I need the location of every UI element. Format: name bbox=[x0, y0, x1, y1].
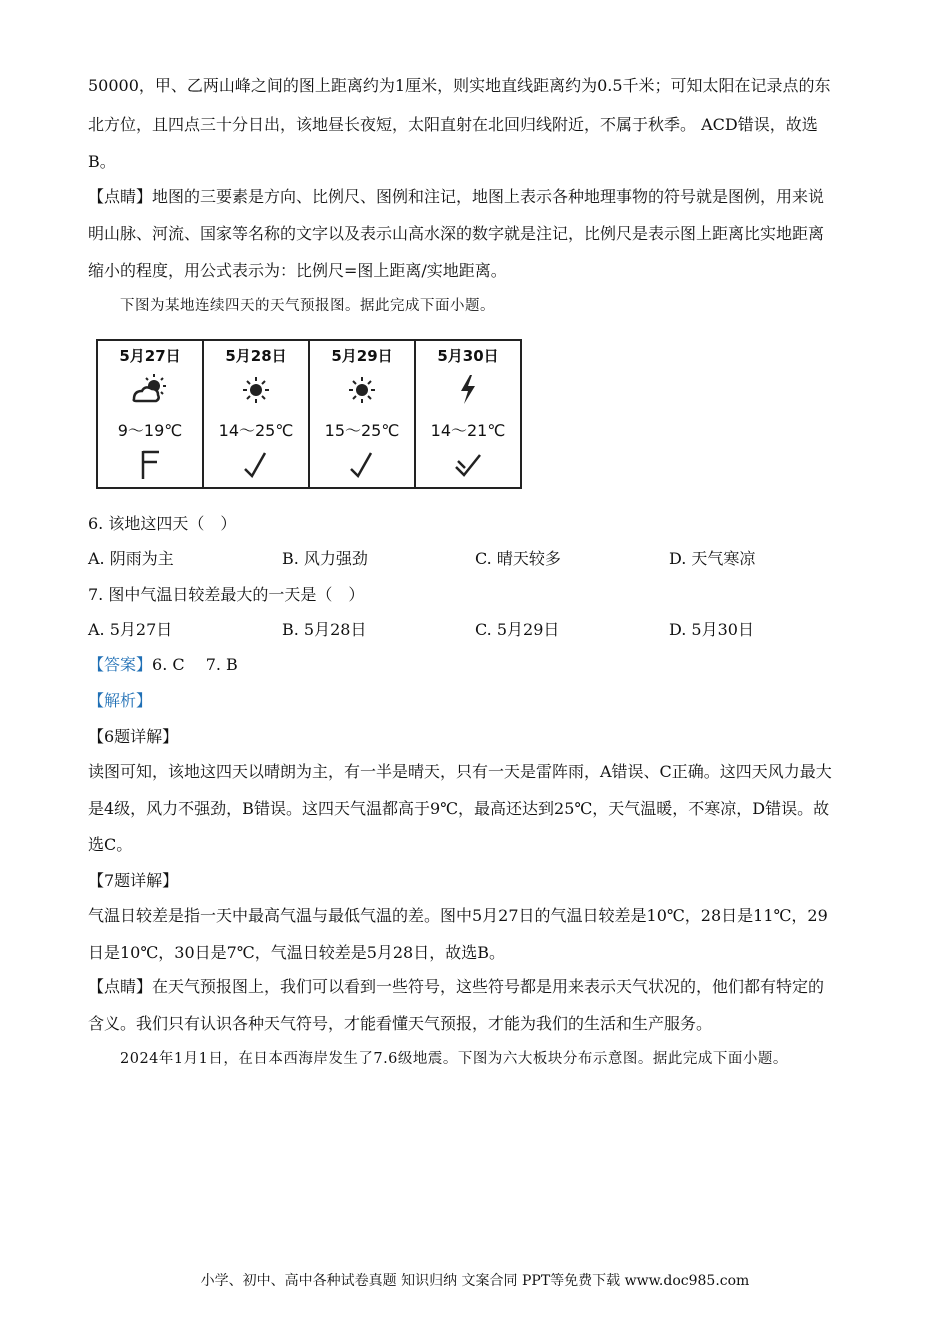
forecast-temperature: 9～19℃ bbox=[117, 421, 183, 440]
paragraph-line: B。 bbox=[88, 152, 116, 171]
forecast-temperature: 14～25℃ bbox=[218, 421, 294, 440]
forecast-day-2 bbox=[204, 341, 310, 487]
detail-7-line: 日是10℃，30日是7℃，气温日较差是5月28日，故选B。 bbox=[88, 943, 505, 962]
wind-level-2-icon bbox=[453, 447, 483, 481]
weather-forecast-figure bbox=[96, 339, 522, 489]
forecast-date: 5月30日 bbox=[437, 347, 499, 365]
question-intro-2: 2024年1月1日，在日本西海岸发生了7.6级地震。下图为六大板块分布示意图。据此完成下面小题。 bbox=[120, 1051, 788, 1067]
forecast-date: 5月28日 bbox=[225, 347, 287, 365]
detail-7-line: 气温日较差是指一天中最高气温与最低气温的差。图中5月27日的气温日较差是10℃，28日是11℃，29 bbox=[88, 906, 828, 925]
question-6-option-d: D. 天气寒凉 bbox=[669, 549, 756, 568]
tip-line: 【点睛】在天气预报图上，我们可以看到一些符号，这些符号都是用来表示天气状况的，他们都有特定的 bbox=[88, 977, 825, 996]
analysis-label: 【解析】 bbox=[88, 691, 153, 710]
tip-paragraph-line: 缩小的程度，用公式表示为：比例尺=图上距离/实地距离。 bbox=[88, 261, 507, 280]
detail-6-label: 【6题详解】 bbox=[88, 727, 179, 746]
question-6-option-a: A. 阴雨为主 bbox=[88, 549, 174, 568]
sunny-icon bbox=[342, 371, 382, 407]
forecast-day-3 bbox=[310, 341, 416, 487]
detail-6-line: 选C。 bbox=[88, 835, 133, 854]
partly-cloudy-icon bbox=[130, 371, 170, 407]
forecast-day-1 bbox=[98, 341, 204, 487]
question-6-option-c: C. 晴天较多 bbox=[475, 549, 561, 568]
thunder-icon bbox=[448, 371, 488, 407]
answer-label: 【答案】 bbox=[88, 655, 153, 674]
paragraph-line: 北方位，且四点三十分日出，该地昼长夜短，太阳直射在北回归线附近，不属于秋季。 ACD错误，故选 bbox=[88, 115, 818, 134]
question-7-option-d: D. 5月30日 bbox=[669, 620, 754, 639]
forecast-date: 5月29日 bbox=[331, 347, 393, 365]
wind-level-1-icon bbox=[241, 447, 271, 481]
detail-6-line: 读图可知，该地这四天以晴朗为主，有一半是晴天，只有一天是雷阵雨，A错误、C正确。这四天风力最大 bbox=[88, 762, 832, 781]
forecast-date: 5月27日 bbox=[119, 347, 181, 365]
answer-line bbox=[88, 655, 238, 675]
question-intro: 下图为某地连续四天的天气预报图。据此完成下面小题。 bbox=[120, 298, 495, 314]
forecast-temperature: 14～21℃ bbox=[430, 421, 506, 440]
tip-paragraph-line: 明山脉、河流、国家等名称的文字以及表示山高水深的数字就是注记，比例尺是表示图上距离比实地距离 bbox=[88, 224, 825, 243]
wind-level-1-icon bbox=[347, 447, 377, 481]
question-6-option-b: B. 风力强劲 bbox=[282, 549, 368, 568]
tip-paragraph-line: 【点睛】地图的三要素是方向、比例尺、图例和注记，地图上表示各种地理事物的符号就是图例，用来说 bbox=[88, 187, 825, 206]
paragraph-line: 50000，甲、乙两山峰之间的图上距离约为1厘米，则实地直线距离约为0.5千米；可知太阳在记录点的东 bbox=[88, 76, 831, 95]
question-7-option-b: B. 5月28日 bbox=[282, 620, 367, 639]
detail-7-label: 【7题详解】 bbox=[88, 871, 179, 890]
sunny-icon bbox=[236, 371, 276, 407]
question-7-option-a: A. 5月27日 bbox=[88, 620, 173, 639]
tip-line: 含义。我们只有认识各种天气符号，才能看懂天气预报，才能为我们的生活和生产服务。 bbox=[88, 1014, 713, 1033]
forecast-day-4 bbox=[416, 341, 520, 487]
question-7-stem: 7. 图中气温日较差最大的一天是（ ） bbox=[88, 585, 365, 604]
wind-level-4-icon bbox=[135, 447, 165, 481]
detail-6-line: 是4级，风力不强劲，B错误。这四天气温都高于9℃，最高还达到25℃，天气温暖，不寒凉，D错误。故 bbox=[88, 799, 830, 818]
answer-text: 6. C 7. B bbox=[152, 655, 238, 674]
question-6-stem: 6. 该地这四天（ ） bbox=[88, 514, 237, 533]
page-footer: 小学、初中、高中各种试卷真题 知识归纳 文案合同 PPT等免费下载 www.doc985.com bbox=[200, 1273, 750, 1289]
forecast-temperature: 15～25℃ bbox=[324, 421, 400, 440]
question-7-option-c: C. 5月29日 bbox=[475, 620, 560, 639]
